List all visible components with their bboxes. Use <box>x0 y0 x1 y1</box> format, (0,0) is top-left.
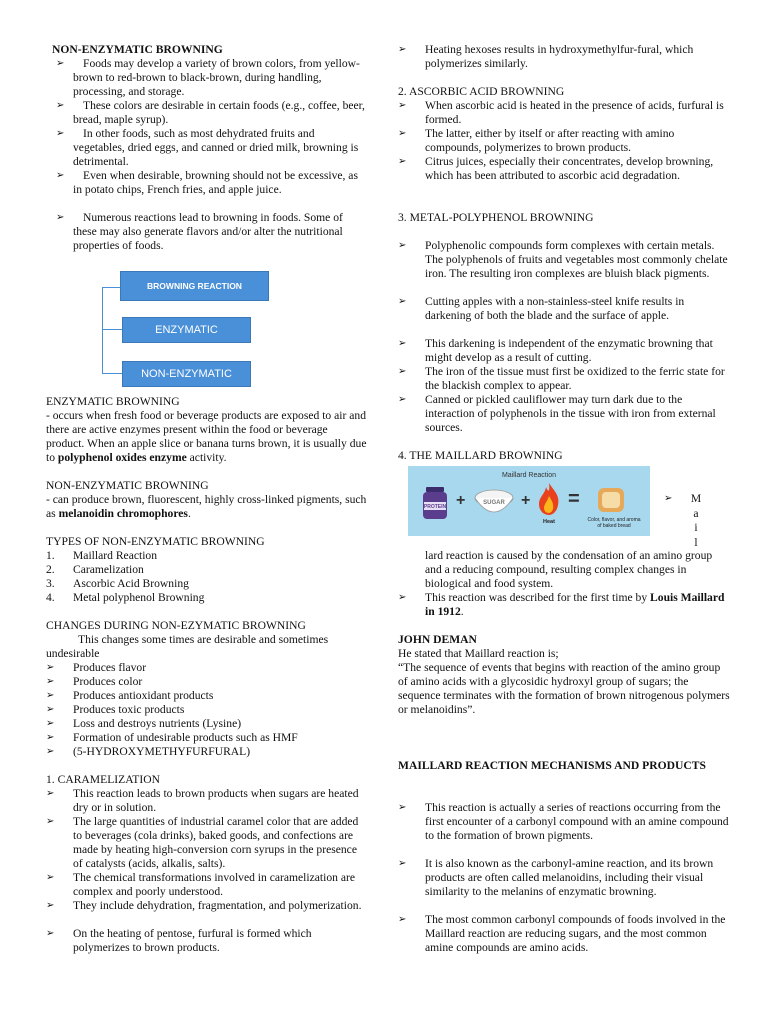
caramelization-item-5: ➢ On the heating of pentose, furfural is formed which polymerizes to brown products. <box>46 927 368 955</box>
changes-item-2: ➢ Produces color <box>46 675 368 689</box>
changes-intro: This changes some times are desirable and sometimes undesirable <box>46 633 329 660</box>
enzyme-name: polyphenol oxides enzyme <box>57 451 187 464</box>
changes-item-7: ➢ (5-HYDROXYMETHYFURFURAL) <box>46 745 368 759</box>
maillard-figure-title: Maillard Reaction <box>501 472 557 479</box>
metal-item-3: ➢ This darkening is independent of the enzymatic browning that might develop as a result of cutting. <box>398 337 730 365</box>
changes-heading: CHANGES DURING NON-EZYMATIC BROWNING <box>46 619 306 632</box>
diagram-connector-root <box>102 287 120 288</box>
diagram-connector-enzymatic <box>102 329 122 330</box>
metal-item-4: ➢ The iron of the tissue must first be oxidized to the ferric state for the blackish complex to appear. <box>398 365 730 393</box>
diagram-browning-reaction-box: BROWNING REACTION <box>120 271 269 301</box>
sugar-label: SUGAR <box>483 500 505 506</box>
maillard-vertical-letters: M a i l <box>690 492 702 549</box>
types-heading: TYPES OF NON-ENZYMATIC BROWNING <box>46 535 265 548</box>
enzymatic-paragraph: - occurs when fresh food or beverage products are exposed to air and there are active enzymes present within the food or beverage product. When an apple slice or banana turns brown, it is usually due to polyphenol oxides enzyme activity. <box>46 409 367 464</box>
deman-line: He stated that Maillard reaction is; <box>398 647 559 660</box>
intro-bullet-5: ➢ Numerous reactions lead to browning in foods. Some of these may also generate flavors and/or alter the nutritional properties of foods. <box>46 211 368 253</box>
types-item-4: 4. Metal polyphenol Browning <box>46 591 205 604</box>
nonenzymatic-heading: NON-ENZYMATIC BROWNING <box>46 479 209 492</box>
mechanisms-item-2: ➢ It is also known as the carbonyl-amine reaction, and its brown products are often called melanoidins, including their visual similarity to the melanins of enzymatic browning. <box>398 857 730 899</box>
diagram-connector-nonenzymatic <box>102 373 122 374</box>
intro-bullet-3: ➢ In other foods, such as most dehydrated fruits and vegetables, dried eggs, and canned or dried milk, browning is detrimental. <box>46 127 368 169</box>
hexoses-bullet: ➢ Heating hexoses results in hydroxymethylfur-fural, which polymerizes similarly. <box>398 43 730 71</box>
nonenzymatic-paragraph: - can produce brown, fluorescent, highly cross-linked pigments, such as melanoidin chromophores. <box>46 493 367 520</box>
equals-sign: = <box>568 488 580 510</box>
caramelization-item-3: ➢ The chemical transformations involved in caramelization are complex and poorly understood. <box>46 871 368 899</box>
maillard-heading: 4. THE MAILLARD BROWNING <box>398 449 563 462</box>
ascorbic-item-3: ➢ Citrus juices, especially their concentrates, develop browning, which has been attributed to ascorbic acid degradation. <box>398 155 730 183</box>
metal-heading: 3. METAL-POLYPHENOL BROWNING <box>398 211 594 224</box>
protein-jar-icon <box>420 486 450 520</box>
result-caption: Color, flavor, and aroma of baked bread <box>587 517 641 529</box>
mechanisms-item-3: ➢ The most common carbonyl compounds of foods involved in the Maillard reaction are reducing sugars, and the most common amine compounds are amino acids. <box>398 913 730 955</box>
page-title: NON-ENZYMATIC BROWNING <box>52 43 223 56</box>
deman-quote: “The sequence of events that begins with reaction of the amino group of amino acids with a glycosidic hydroxyl group of sugars; the sequence terminates with the formation of brown nitrogenous polymers or melanoidins”. <box>398 661 730 716</box>
bread-icon <box>594 484 628 514</box>
maillard-bullet-1: lard reaction is caused by the condensation of an amino group and a reducing compound, resulting complex changes in biological and food system. <box>425 549 713 590</box>
maillard-bullet-2: ➢ This reaction was described for the first time by Louis Maillard in 1912. <box>398 591 730 619</box>
changes-item-5: ➢ Loss and destroys nutrients (Lysine) <box>46 717 368 731</box>
ascorbic-heading: 2. ASCORBIC ACID BROWNING <box>398 85 565 98</box>
metal-item-1: ➢ Polyphenolic compounds form complexes with certain metals. The polyphenols of fruits and vegetables most commonly chelate iron. The resulting iron complexes are bluish black pigments. <box>398 239 730 281</box>
diagram-nonenzymatic-box: NON-ENZYMATIC <box>122 361 251 387</box>
louis-maillard: Louis Maillard in 1912 <box>425 591 725 618</box>
intro-bullet-2: ➢ These colors are desirable in certain foods (e.g., coffee, beer, bread, maple syrup). <box>46 99 368 127</box>
types-item-1: 1. Maillard Reaction <box>46 549 158 562</box>
types-item-2: 2. Caramelization <box>46 563 144 576</box>
intro-bullet-1: ➢ Foods may develop a variety of brown colors, from yellow-brown to red-brown to black-brown, during handling, processing, and storage. <box>46 57 368 99</box>
plus-sign-1: + <box>456 492 466 509</box>
changes-item-6: ➢ Formation of undesirable products such as HMF <box>46 731 368 745</box>
metal-item-2: ➢ Cutting apples with a non-stainless-steel knife results in darkening of both the blade and the surface of apple. <box>398 295 730 323</box>
maillard-bullet-marker: ➢ <box>664 493 673 504</box>
heat-flame-icon <box>536 482 562 516</box>
heat-label: Heat <box>543 519 555 525</box>
intro-bullet-4: ➢ Even when desirable, browning should not be excessive, as in potato chips, French fries, and apple juice. <box>46 169 368 197</box>
diagram-connector-vertical <box>102 287 103 373</box>
diagram-enzymatic-box: ENZYMATIC <box>122 317 251 343</box>
mechanisms-heading: MAILLARD REACTION MECHANISMS AND PRODUCTS <box>398 759 706 772</box>
changes-item-4: ➢ Produces toxic products <box>46 703 368 717</box>
enzymatic-heading: ENZYMATIC BROWNING <box>46 395 180 408</box>
caramelization-item-1: ➢ This reaction leads to brown products when sugars are heated dry or in solution. <box>46 787 368 815</box>
plus-sign-2: + <box>521 492 531 509</box>
changes-item-1: ➢ Produces flavor <box>46 661 368 675</box>
types-item-3: 3. Ascorbic Acid Browning <box>46 577 189 590</box>
changes-item-3: ➢ Produces antioxidant products <box>46 689 368 703</box>
ascorbic-item-1: ➢ When ascorbic acid is heated in the presence of acids, furfural is formed. <box>398 99 730 127</box>
protein-label: PROTEIN <box>423 504 447 510</box>
mechanisms-item-1: ➢ This reaction is actually a series of reactions occurring from the first encounter of a carbonyl compound with an amine compound to the formation of brown pigments. <box>398 801 730 843</box>
caramelization-item-4: ➢ They include dehydration, fragmentation, and polymerization. <box>46 899 368 913</box>
caramelization-item-2: ➢ The large quantities of industrial caramel color that are added to beverages (cola drinks), baked goods, and confections are made by heating high-conversion corn syrups in the presence of catalysts (acids, alkalis, salts). <box>46 815 368 871</box>
metal-item-5: ➢ Canned or pickled cauliflower may turn dark due to the interaction of polyphenols in the tissue with iron from external sources. <box>398 393 730 435</box>
ascorbic-item-2: ➢ The latter, either by itself or after reacting with amino compounds, polymerizes to brown products. <box>398 127 730 155</box>
deman-heading: JOHN DEMAN <box>398 633 477 646</box>
caramelization-heading: 1. CARAMELIZATION <box>46 773 160 786</box>
pigment-name: melanoidin chromophores <box>58 507 188 520</box>
maillard-figure <box>408 466 650 536</box>
